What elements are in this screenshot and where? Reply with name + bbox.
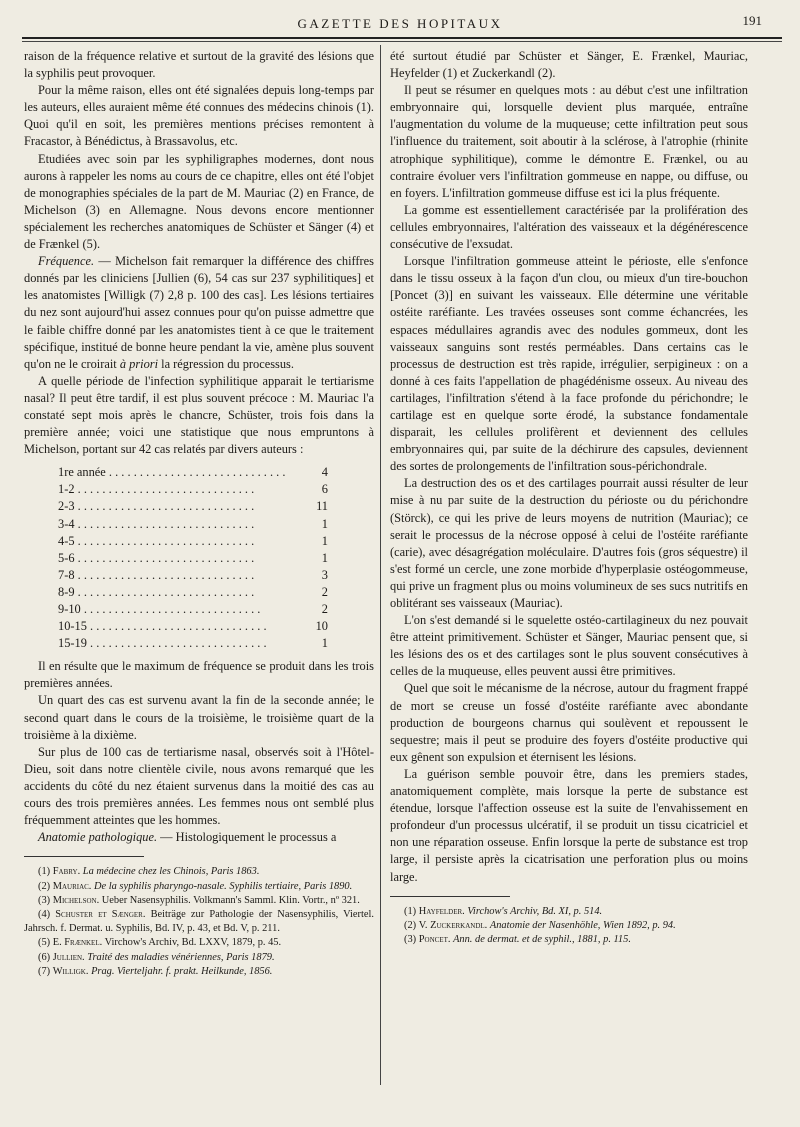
footnote-author: E. Frænkel.	[52, 937, 103, 949]
left-column	[24, 48, 374, 979]
paragraph-frequence	[24, 253, 374, 373]
frequency-table	[58, 464, 328, 652]
paragraph: A quelle période de l'infection syphilitique apparait le tertiarisme nasal? Il peut être tardif, il est plus souvent précoce : M. Mauriac l'a constaté sept mois après le chancre, Schüster, trois fois dans la première année; voici une statistique que nous empruntons à Michelson, portant sur 42 cas relatés par divers auteurs :	[24, 373, 374, 457]
footnote-number: (7)	[38, 965, 51, 977]
paragraph: Il peut se résumer en quelques mots : au début c'est une infiltration embryonnaire qui, lorsquelle devient plus marquée, entraîne l'augmentation du volume de la muqueuse; cette infiltration peut sous l'influence du traitement, soit aboutir à la sclérose, à l'atrophie (rhinite atrophique syphilitique), comme le démontre E. Frænkel, ou au contraire évoluer vers l'infiltration gommeuse en nappe, ou diffuse, ou en foyers. L'infiltration gommeuse diffuse est ici la plus fréquente.	[390, 83, 748, 200]
table-cell-count: 1	[321, 516, 328, 531]
table-cell-count: 2	[321, 584, 328, 599]
table-cell-count: 1	[321, 636, 328, 651]
footnote	[24, 865, 374, 879]
table-row	[58, 481, 328, 498]
footnote-number: (4)	[38, 908, 51, 920]
header-rule-thin	[22, 41, 782, 42]
table-row	[58, 464, 328, 481]
footnote	[24, 908, 374, 936]
paragraph: L'on s'est demandé si le squelette ostéo-cartilagineux du nez pouvait être atteint primitivement. Schüster et Sänger, Mauriac pensent que, si les lésions des os et des cartilages sont le plus souvent consécutives à celles de la muqueuse, elles peuvent aussi être primitives.	[390, 613, 748, 679]
footnote-text: De la syphilis pharyngo-nasale. Syphilis tertiaire, Paris 1890.	[94, 880, 353, 892]
table-cell-count: 11	[316, 499, 328, 514]
page-header	[0, 10, 800, 36]
footnote-text: Anatomie der Nasenhöhle, Wien 1892, p. 94.	[489, 919, 676, 931]
right-column	[390, 48, 748, 947]
footnote-number: (6)	[38, 951, 51, 963]
column-divider	[380, 45, 381, 1085]
paragraph-anatomie	[24, 829, 374, 846]
footnote-number: (3)	[38, 894, 51, 906]
text-run-italic: à priori	[119, 356, 159, 371]
table-row	[58, 516, 328, 533]
table-row	[58, 567, 328, 584]
footnote-text: Virchow's Archiv, Bd. LXXV, 1879, p. 45.	[104, 937, 282, 949]
text-run: — Michelson fait remarquer la différence des chiffres donnés par les cliniciens [Jullien (6), 54 cas sur 237 syphilitiques] et les anatomistes [Willigk (7) 2,8 p. 100 des cas]. Les lésions tertiaires du nez sont aujourd'hui assez connues pour qu'on puisse admettre que le faible chiffre donné par les anatomistes tient à ce que le traitement spécifique, institué de bonne heure pendant la vie, amène plus souvent qu'on ne le croirait	[24, 254, 374, 371]
table-row	[58, 584, 328, 601]
table-cell-count: 1	[321, 533, 328, 548]
table-cell-count: 10	[315, 619, 328, 634]
table-cell-count: 3	[321, 567, 328, 582]
table-row	[58, 498, 328, 515]
footnote-number: (2)	[38, 880, 51, 892]
footnote-author: Schuster et Sænger.	[55, 908, 146, 920]
table-cell-period: 1re année . . .	[58, 464, 304, 481]
table-cell-count: 4	[321, 465, 328, 480]
footnote-number: (3)	[404, 934, 417, 945]
footnote	[390, 933, 748, 947]
header-rule	[22, 37, 782, 39]
paragraph: Quel que soit le mécanisme de la nécrose, autour du fragment frappé de mort se creuse un fossé d'ostéite raréfiante avec abondante production de bourgeons charnus qui soulèvent et repoussent le sequestre; mais il peut se produire des foyers d'ostéite productive qui eux gênent son expulsion et éternisent les lésions.	[390, 681, 748, 764]
footnote-text: Virchow's Archiv, Bd. XI, p. 514.	[467, 905, 603, 917]
footnote-author: V. Zuckerkandl.	[418, 919, 488, 931]
footnote-author: Fabry.	[52, 866, 81, 878]
paragraph: La destruction des os et des cartilages pourrait aussi résulter de leur mise à nu par suite de la destruction du périoste ou du périchondre (Störck), ce qui les prive de leurs moyens de nutrition (Mauriac); ce serait le processus de la nécrose opposé à celui de l'ostéite raréfiante (carie), avec désagrégation moléculaire. D'autres fois (gros séquestre) il s'est formé un cercle, une zone morbide d'hyperplasie ostéogommeuse, qui prive un fragment plus ou moins volumineux de ses sucs nutritifs en oblitérant ses vaisseaux (Mauriac).	[390, 476, 748, 610]
table-cell-period: 15-19 . . .	[58, 635, 304, 652]
section-heading: Anatomie pathologique.	[38, 830, 158, 845]
table-row	[58, 550, 328, 567]
table-cell-period: 7-8 . . .	[58, 567, 304, 584]
footnote-number: (2)	[404, 919, 417, 931]
paragraph: Etudiées avec soin par les syphiligraphes modernes, dont nous aurons à rappeler les noms au cours de ce chapitre, elles ont été l'objet de monographies spéciales de la part de M. Mauriac (2) en France, de Michelson (3) en Allemagne. Nous devons encore mentionner spécialement les recherches anatomiques de Schüster et Sänger (4) et de Frænkel (5).	[24, 151, 374, 252]
footnote-author: Michelson.	[52, 894, 100, 906]
footnote-author: Willigk.	[52, 965, 89, 977]
footnote-text: Prag. Vierteljahr. f. prakt. Heilkunde, 1856.	[91, 965, 273, 977]
footnote-text: Ueber Nasensyphilis. Volkmann's Samml. Klin. Vortr., nº 321.	[101, 894, 360, 906]
table-row	[58, 635, 328, 652]
footnote-text: Traité des maladies vénériennes, Paris 1879.	[87, 951, 275, 963]
footnote-author: Jullien.	[52, 951, 85, 963]
page-number: 191	[742, 13, 762, 28]
footnote-number: (1)	[404, 905, 417, 917]
footnote	[24, 951, 374, 965]
footnote-number: (1)	[38, 866, 51, 878]
footnote	[24, 965, 374, 979]
table-cell-period: 2-3 . . .	[58, 498, 304, 515]
footnote	[24, 894, 374, 908]
table-cell-period: 4-5 . . .	[58, 533, 304, 550]
section-heading: Fréquence.	[38, 254, 95, 269]
footnote	[24, 936, 374, 950]
footnote-text: Ann. de dermat. et de syphil., 1881, p. 115.	[453, 934, 631, 945]
paragraph: été surtout étudié par Schüster et Sänger, E. Frænkel, Mauriac, Heyfelder (1) et Zuckerkandl (2).	[390, 49, 748, 81]
table-cell-count: 1	[321, 550, 328, 565]
table-cell-count: 2	[321, 602, 328, 616]
paragraph: La gomme est essentiellement caractérisée par la prolifération des cellules embryonnaires, l'altération des vaisseaux et la dégénérescence consécutive de l'exsudat.	[390, 202, 748, 252]
footnote-rule	[24, 856, 144, 857]
footnote-text: La médecine chez les Chinois, Paris 1863.	[82, 866, 260, 878]
table-cell-count: 6	[321, 482, 328, 497]
table-cell-period: 1-2 . . .	[58, 481, 304, 498]
paragraph: Il en résulte que le maximum de fréquence se produit dans les trois premières années.	[24, 659, 374, 691]
table-cell-period: 5-6 . . .	[58, 550, 304, 567]
paragraph: raison de la fréquence relative et surtout de la gravité des lésions que la syphilis peut provoquer.	[24, 49, 374, 81]
table-row	[58, 618, 328, 635]
footnote	[390, 919, 748, 933]
paragraph: La guérison semble pouvoir être, dans les premiers stades, anatomiquement complète, mais lorsque la perte de substance est étendue, lorsque l'affection osseuse est la suite de l'envahissement en profondeur d'un processus ulcératif, il se produit un tissu cicatriciel et non une réparation osseuse. Enfin lorsque la perte de substance est trop large, il persiste après la cicatrisation une perforation plus ou moins large.	[390, 766, 748, 884]
footnote-author: Poncet.	[418, 934, 451, 945]
footnote	[390, 905, 748, 919]
table-cell-period: 9-10 . . .	[58, 601, 304, 618]
paragraph: Lorsque l'infiltration gommeuse atteint le périoste, elle s'enfonce dans le tissu osseux à la façon d'un clou, ou mieux d'un tire-bouchon [Poncet (3)] en suivant les vaisseaux. Elle détermine une véritable ostéite raréfiante. Les travées osseuses sont comme échancrées, les espaces médullaires agrandis avec des nodules gommeux, dont les vaisseaux sanguins sont restés perméables. Dans certains cas le processus de destruction est très rapide, irrégulier, serpigineux : on a donné à ces faits l'appellation de phagédénisme osseux. Au niveau des cartilages, l'infiltration s'étend à la face profonde du périchondre; le cartilage est en quelque sorte érodé, la substance fondamentale disparait, les cellules prolifèrent et deviennent des cellules embryonnaires qui, par suite de la déchirure des capsules, deviennent des sortes de prolongements de l'infiltration sous-périchondrale.	[390, 254, 748, 474]
footnote-text: Beiträge zur Pathologie der Nasensyphilis, Viertel. Jahrsch. f. Dermat. u. Syphilis, Bd. IV, p. 43, et Bd. V, p. 211.	[24, 908, 374, 935]
text-run: la régression du processus.	[158, 356, 294, 371]
table-row	[58, 601, 328, 618]
footnote-author: Hayfelder.	[418, 905, 465, 917]
table-row	[58, 533, 328, 550]
text-run: — Histologiquement le processus a	[157, 830, 337, 845]
table-cell-period: 3-4 . . .	[58, 516, 304, 533]
paragraph: Sur plus de 100 cas de tertiarisme nasal, observés soit à l'Hôtel-Dieu, soit dans notre clientèle civile, nous avons remarqué que les accidents du côté du nez étaient survenus dans la moitié des cas au cours des trois premières années. Les femmes nous ont semblé plus fréquemment atteintes que les hommes.	[24, 744, 374, 828]
footnote-author: Mauriac.	[52, 880, 92, 892]
paragraph: Un quart des cas est survenu avant la fin de la seconde année; le second quart dans le cours de la troisième, le troisième quart de la troisième à la dixième.	[24, 693, 374, 742]
paragraph: Pour la même raison, elles ont été signalées depuis long-temps par les auteurs, elles auraient même été connues des médecins chinois (1). Quoi qu'il en soit, les premières mentions précises remontent à Fracastor, à Bénédictus, à Brassavolus, etc.	[24, 83, 374, 149]
table-cell-period: 10-15 . . .	[58, 618, 304, 635]
footnote-number: (5)	[38, 937, 51, 949]
table-cell-period: 8-9 . . .	[58, 584, 304, 601]
publication-title: GAZETTE DES HOPITAUX	[297, 16, 503, 31]
footnote	[24, 880, 374, 894]
footnote-rule	[390, 896, 510, 897]
